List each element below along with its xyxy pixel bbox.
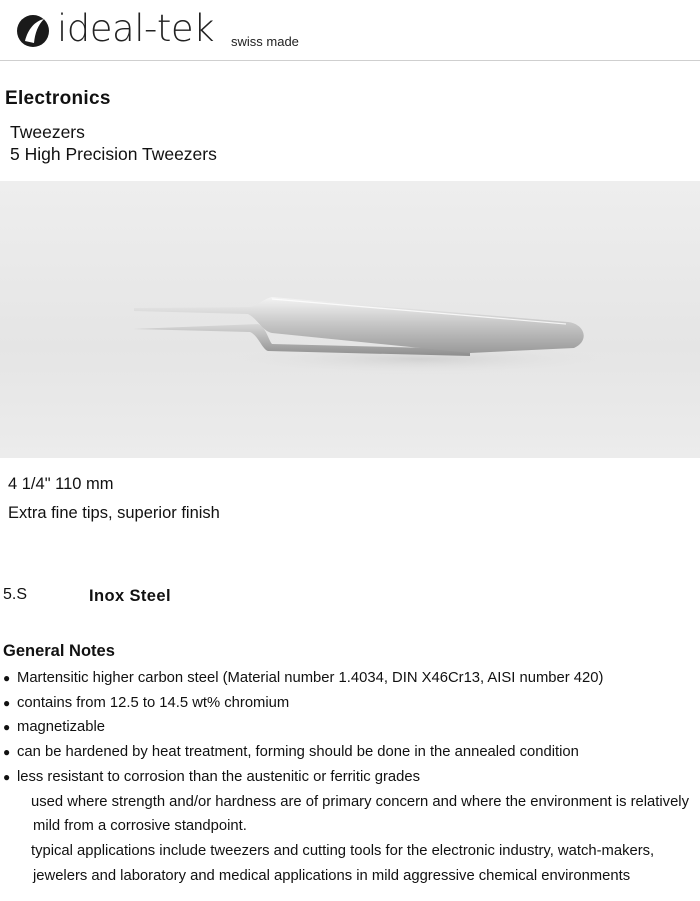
- logo-tagline: swiss made: [231, 34, 299, 49]
- note-text: less resistant to corrosion than the austenitic or ferritic grades: [17, 768, 420, 785]
- product-description: Extra fine tips, superior finish: [8, 504, 220, 522]
- logo-wordmark: ideal-tek: [57, 7, 215, 50]
- page-header: [0, 0, 700, 61]
- list-item: [3, 740, 700, 765]
- category-title: Electronics: [5, 88, 111, 109]
- note-text: used where strength and/or hardness are of primary concern and where the environment is relatively mild from a corrosive standpoint.: [31, 793, 689, 835]
- notes-list: [3, 666, 700, 888]
- product-size: 4 1/4" 110 mm: [8, 475, 114, 493]
- bullet-icon: ●: [3, 720, 11, 735]
- breadcrumb-product-group: Tweezers: [10, 122, 85, 142]
- list-item: [3, 715, 700, 740]
- note-text: typical applications include tweezers and cutting tools for the electronic industry, watch-makers, jewelers and laboratory and medical applications in mild aggressive chemical environments: [31, 842, 655, 884]
- list-item: [3, 691, 700, 716]
- product-material: Inox Steel: [89, 587, 171, 605]
- note-text: contains from 12.5 to 14.5 wt% chromium: [17, 694, 290, 711]
- notes-title: General Notes: [3, 642, 115, 660]
- note-text: Martensitic higher carbon steel (Material number 1.4034, DIN X46Cr13, AISI number 420): [17, 670, 604, 686]
- bullet-icon: ●: [3, 769, 11, 784]
- tweezers-image: [0, 181, 700, 458]
- product-code: 5.S: [3, 586, 28, 603]
- product-photo: [0, 181, 700, 458]
- bullet-icon: ●: [3, 695, 11, 710]
- note-text: can be hardened by heat treatment, forming should be done in the annealed condition: [17, 744, 579, 761]
- list-item: [3, 839, 700, 888]
- list-item: [3, 790, 700, 839]
- note-text: magnetizable: [17, 719, 106, 736]
- logo-mark-icon: [16, 14, 50, 48]
- list-item: [3, 666, 700, 691]
- list-item: [3, 765, 700, 790]
- bullet-icon: ●: [3, 745, 11, 760]
- bullet-icon: ●: [3, 671, 11, 685]
- breadcrumb-product-line: 5 High Precision Tweezers: [10, 144, 217, 164]
